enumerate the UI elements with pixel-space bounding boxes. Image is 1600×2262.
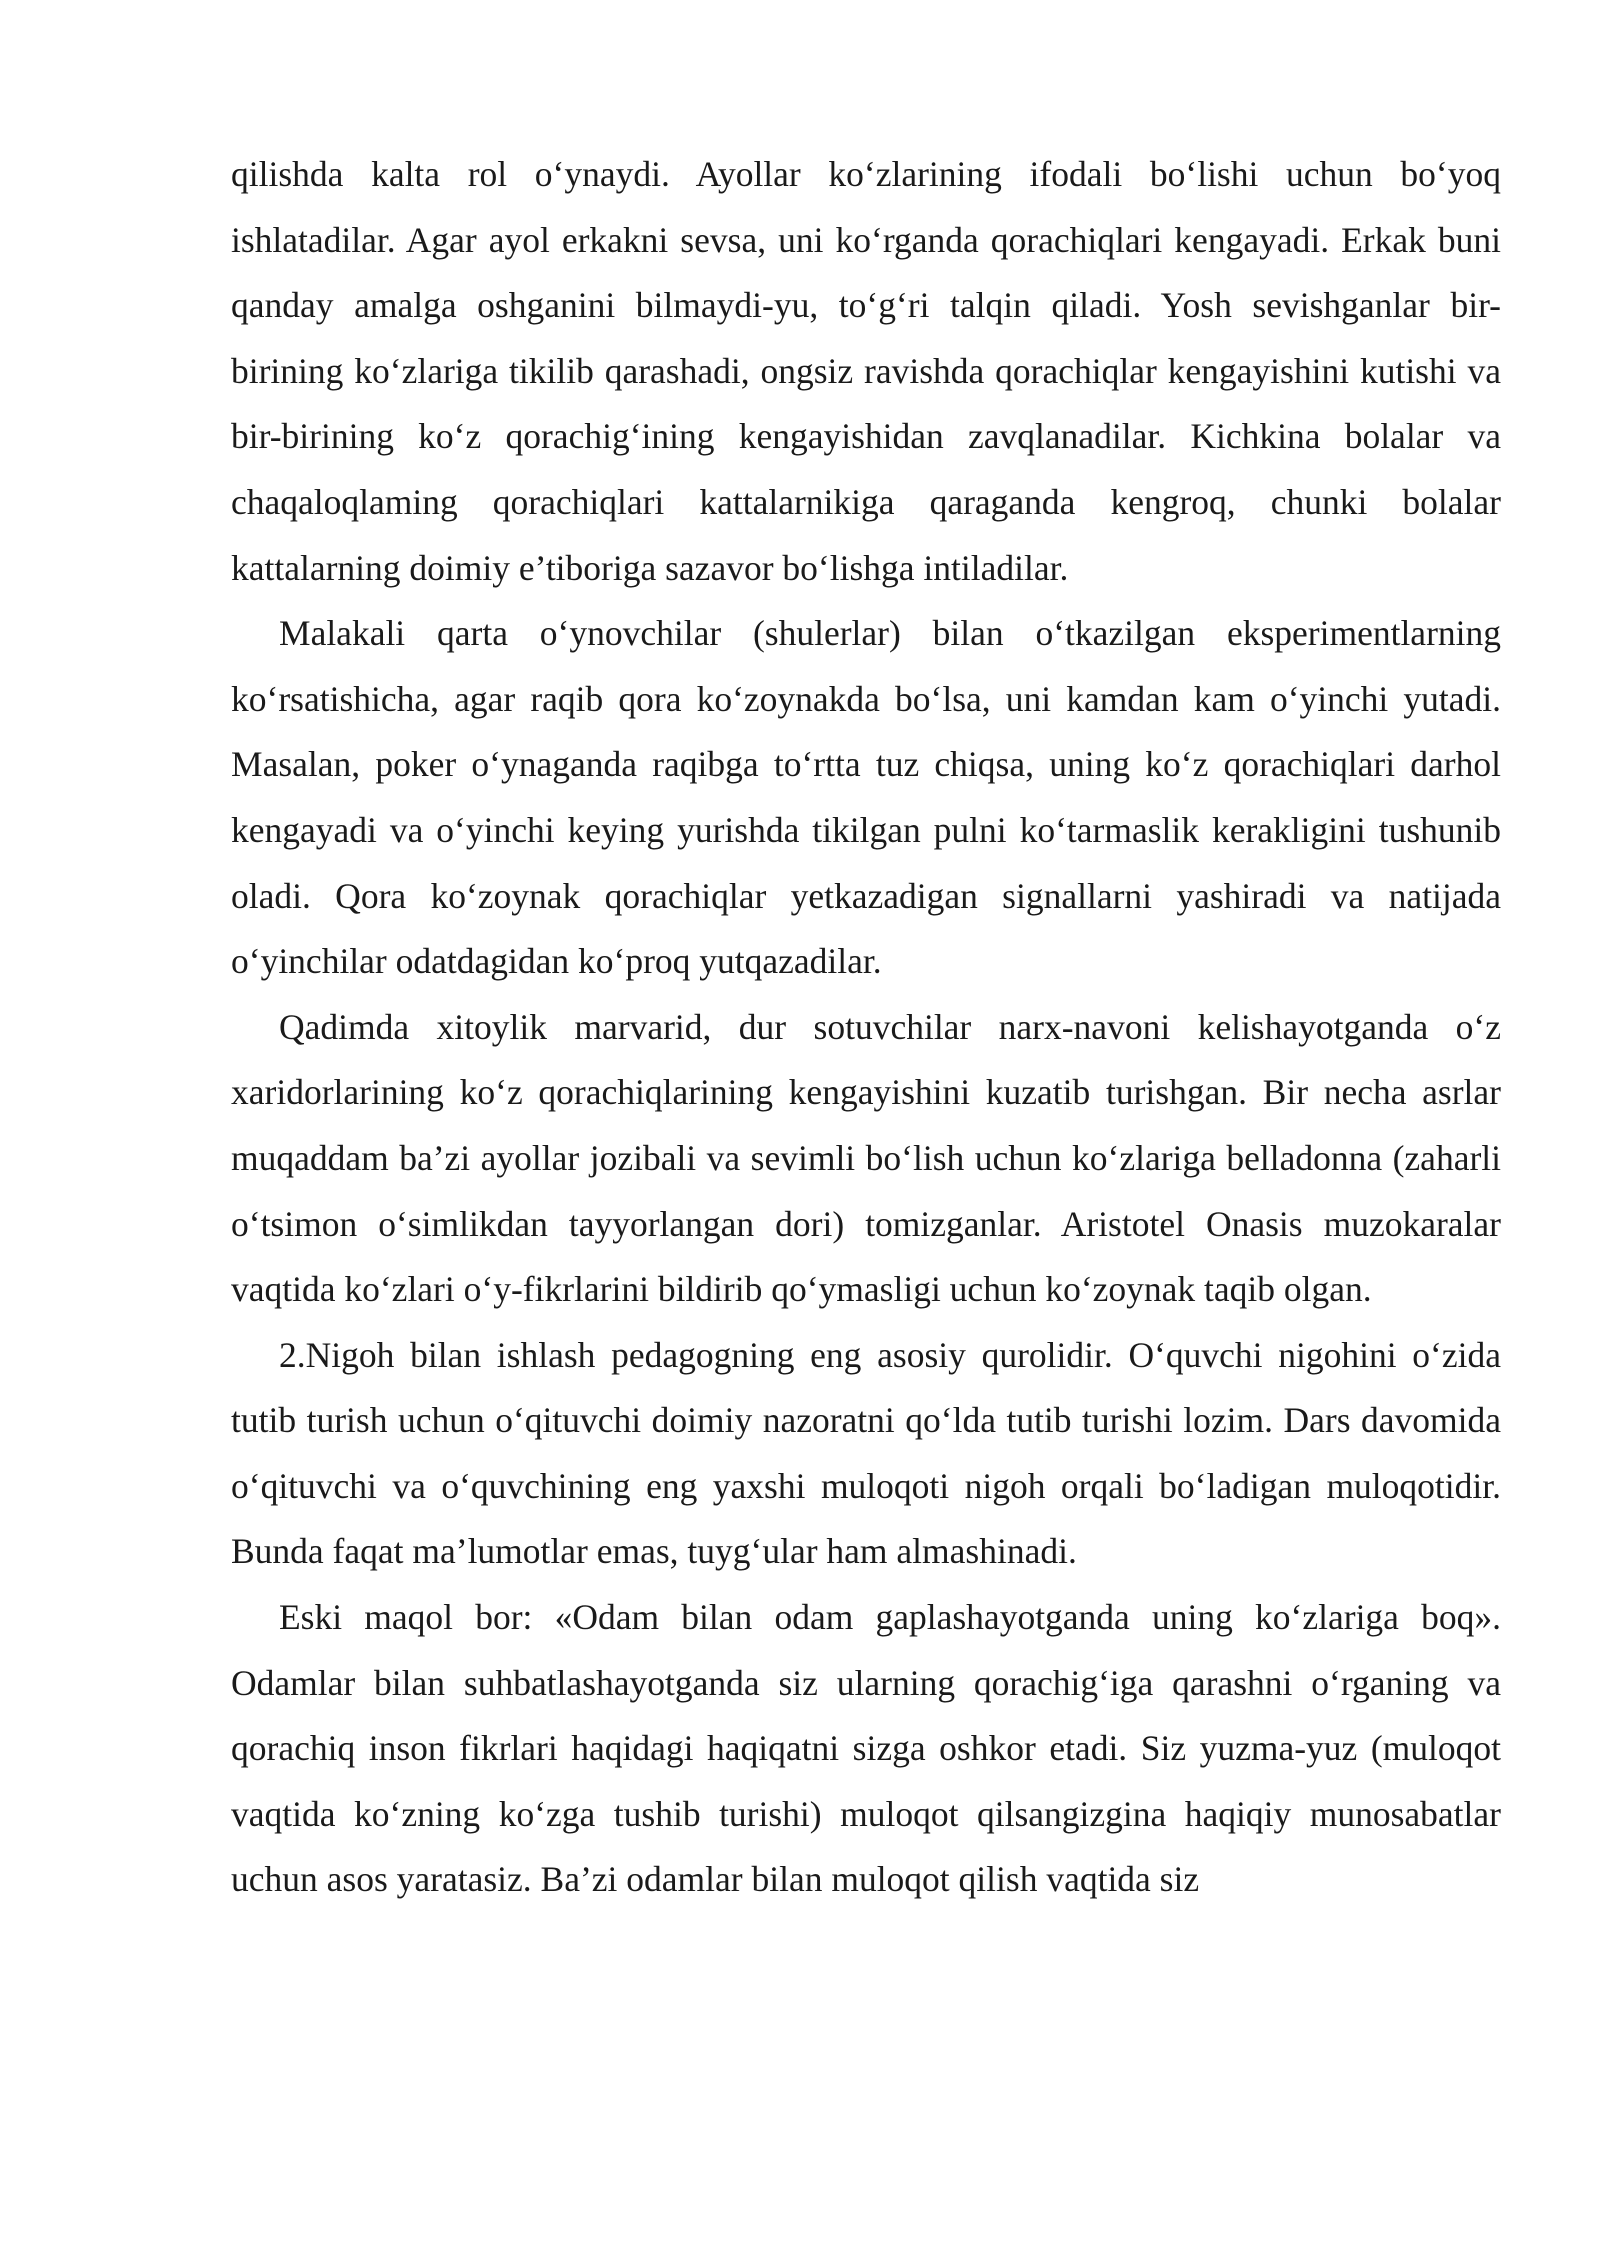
paragraph-teacher-gaze: 2.Nigoh bilan ishlash pedagogning eng asosiy qurolidir. O‘quvchi nigohini o‘zida tutib turish uchun o‘qituvchi doimiy nazoratni qo‘lda tutib turishi lozim. Dars davomida o‘qituvchi va o‘quvchining eng yaxshi muloqoti nigoh orqali bo‘ladigan muloqotidir. Bunda faqat ma’lumotlar emas, tuyg‘ular ham almashinadi.: [231, 1334, 1501, 1572]
document-page: [231, 142, 1501, 1913]
paragraph-card-players: Malakali qarta o‘ynovchilar (shulerlar) bilan o‘tkazilgan eksperimentlarning ko‘rsatishicha, agar raqib qora ko‘zoynakda bo‘lsa, uni kamdan kam o‘yinchi yutadi. Masalan, poker o‘ynaganda raqibga to‘rtta tuz chiqsa, uning ko‘z qorachiqlari darhol kengayadi va o‘yinchi keying yurishda tikilgan pulni ko‘tarmaslik kerakligini tushunib oladi. Qora ko‘zoynak qorachiqlar yetkazadigan signallarni yashiradi va natijada o‘yinchilar odatdagidan ko‘proq yutqazadilar.: [231, 613, 1501, 982]
paragraph-pearl-sellers: Qadimda xitoylik marvarid, dur sotuvchilar narx-navoni kelishayotganda o‘z xaridorlarining ko‘z qorachiqlarining kengayishini kuzatib turishgan. Bir necha asrlar muqaddam ba’zi ayollar jozibali va sevimli bo‘lish uchun ko‘zlariga belladonna (zaharli o‘tsimon o‘simlikdan tayyorlangan dori) tomizganlar. Aristotel Onasis muzokaralar vaqtida ko‘zlari o‘y-fikrlarini bildirib qo‘ymasligi uchun ko‘zoynak taqib olgan.: [231, 1006, 1501, 1310]
paragraph-proverb: Eski maqol bor: «Odam bilan odam gaplashayotganda uning ko‘zlariga boq». Odamlar bilan suhbatlashayotganda siz ularning qorachig‘iga qarashni o‘rganing va qorachiq inson fikrlari haqidagi haqiqatni sizga oshkor etadi. Siz yuzma-yuz (muloqot vaqtida ko‘zning ko‘zga tushib turishi) muloqot qilsangizgina haqiqiy munosabatlar uchun asos yaratasiz. Ba’zi odamlar bilan muloqot qilish vaqtida siz: [231, 1597, 1501, 1900]
paragraph-continuation: qilishda kalta rol o‘ynaydi. Ayollar ko‘zlarining ifodali bo‘lishi uchun bo‘yoq ishlatadilar. Agar ayol erkakni sevsa, uni ko‘rganda qorachiqlari kengayadi. Erkak buni qanday amalga oshganini bilmaydi-yu, to‘g‘ri talqin qiladi. Yosh sevishganlar bir-birining ko‘zlariga tikilib qarashadi, ongsiz ravishda qorachiqlar kengayishini kutishi va bir-birining ko‘z qorachig‘ining kengayishidan zavqlanadilar. Kichkina bolalar va chaqaloqlaming qorachiqlari kattalarnikiga qaraganda kengroq, chunki bolalar kattalarning doimiy e’tiboriga sazavor bo‘lishga intiladilar.: [231, 154, 1501, 588]
